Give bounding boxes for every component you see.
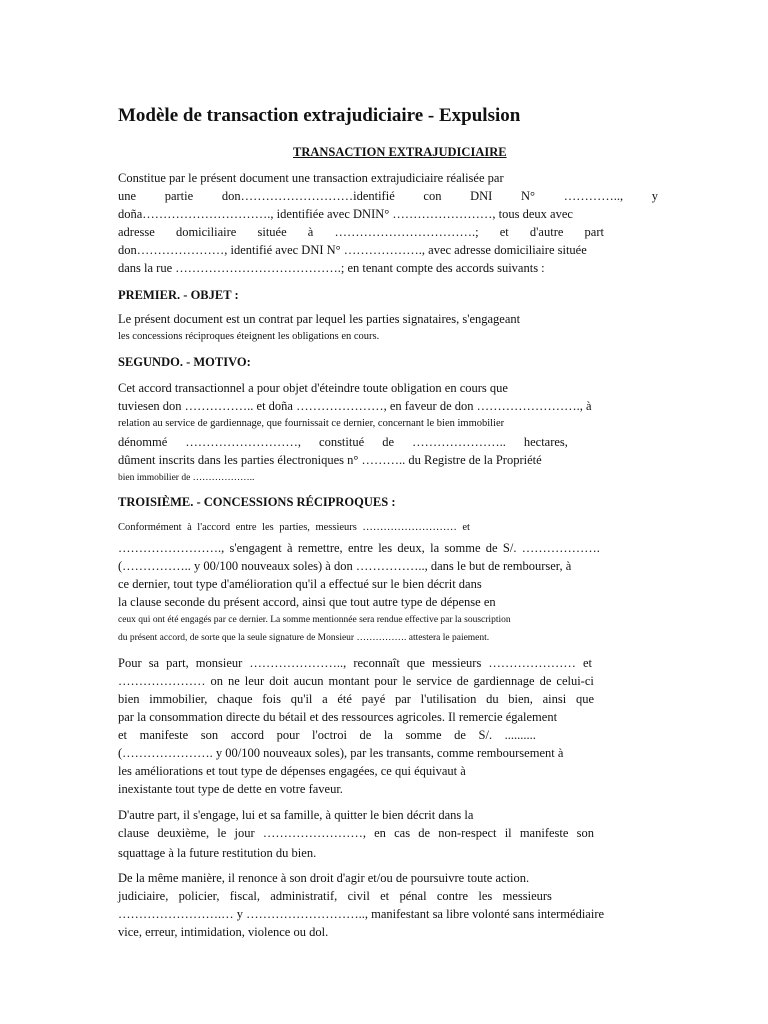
word: ………………………, [185, 435, 301, 449]
word: à [287, 541, 293, 555]
word: chaque [217, 692, 253, 706]
word: ………………… [118, 674, 206, 688]
word: part [584, 225, 604, 239]
word: les [262, 522, 274, 533]
word: fois [262, 692, 281, 706]
word: s'engagent [229, 541, 282, 555]
word: ……………………, [262, 826, 366, 840]
word: messieurs [432, 656, 482, 670]
word: hectares, [523, 435, 568, 449]
word: les [478, 889, 493, 903]
section-3-p4-line-4: vice, erreur, intimidation, violence ou dol. [118, 925, 329, 939]
word: messieurs [502, 889, 552, 903]
word: par [394, 692, 411, 706]
word: ainsi [542, 692, 567, 706]
word: policier, [178, 889, 220, 903]
section-3-p1-line-6: ceux qui ont été engagés par ce dernier. La somme mentionnée sera rendue effective par la souscription [118, 615, 511, 625]
section-1-heading: PREMIER. - OBJET : [118, 288, 239, 302]
word: de [454, 728, 466, 742]
word: a [322, 692, 328, 706]
section-3-p4-line-2 [118, 888, 552, 904]
intro-line-3: doña…………………………., identifiée avec DNIN° ……………………, tous deux avec [118, 207, 573, 221]
word: cas [394, 826, 411, 840]
word: accord [230, 728, 264, 742]
word: d'autre [529, 225, 564, 239]
word: pour [374, 674, 398, 688]
word: part, [166, 656, 189, 670]
section-3-p4-line-3: …………………….… y ……………………….., manifestant sa libre volonté sans intermédiaire [118, 907, 605, 921]
intro-line-1: Constitue par le présent document une transaction extrajudiciaire réalisée par [118, 171, 504, 185]
word: qu'il [290, 692, 313, 706]
section-3-heading: TROISIÈME. - CONCESSIONS RÉCIPROQUES : [118, 495, 396, 509]
word: aucun [293, 674, 324, 688]
word: on [210, 674, 223, 688]
word: Pour [118, 656, 142, 670]
word: le [217, 826, 227, 840]
word: doit [269, 674, 289, 688]
section-3-p2-line-7: les améliorations et tout type de dépenses engagées, ce qui équivaut à [118, 764, 466, 778]
word: gardiennage [473, 674, 535, 688]
word: et [499, 225, 509, 239]
word: et [118, 728, 128, 742]
word: manifeste [139, 728, 189, 742]
word: pour [276, 728, 300, 742]
word: son [576, 826, 594, 840]
word: la [383, 728, 393, 742]
section-3-p2-line-4: par la consommation directe du bétail et des ressources agricoles. Il remercie également [118, 710, 558, 724]
section-3-p3-line-3: squattage à la future restitution du bien. [118, 846, 317, 860]
word: service [416, 674, 452, 688]
word: fiscal, [229, 889, 260, 903]
section-3-p1-line-4: ce dernier, tout type d'amélioration qu'il a effectué sur le bien décrit dans [118, 577, 482, 591]
word: que [406, 656, 425, 670]
word: ……………………… [362, 522, 457, 533]
section-2-line-5: dûment inscrits dans les parties électroniques n° ……….. du Registre de la Propriété [118, 453, 542, 467]
word: entre [347, 541, 373, 555]
section-2-line-3: relation au service de gardiennage, que fournissait ce dernier, concernant le bien immobilier [118, 418, 505, 429]
word: et [462, 522, 470, 533]
word: N° [521, 189, 536, 203]
word: judiciaire, [118, 889, 169, 903]
word: l'utilisation [420, 692, 477, 706]
word: partie [164, 189, 194, 203]
word: civil [347, 889, 370, 903]
word: les [378, 541, 393, 555]
word: sa [148, 656, 160, 670]
intro-line-5: don…………………, identifié avec DNI N° ………………., avec adresse domiciliaire située [118, 243, 587, 257]
word: son [200, 728, 219, 742]
word: à [187, 522, 192, 533]
intro-line-4 [118, 224, 604, 240]
word: …………………………….; [334, 225, 479, 239]
word: pénal [399, 889, 427, 903]
word: jour [234, 826, 255, 840]
word: somme [405, 728, 442, 742]
section-3-p2-line-5 [118, 727, 536, 743]
word: clause [118, 826, 150, 840]
word: parties, [279, 522, 310, 533]
section-3-p2-line-1 [118, 655, 592, 671]
word: dénommé [118, 435, 168, 449]
word: S/. [502, 541, 517, 555]
section-2-line-6: bien immobilier de ……………….. [118, 473, 255, 483]
word: l'accord [197, 522, 231, 533]
word: contre [436, 889, 469, 903]
section-3-p2-line-3 [118, 691, 594, 707]
word: .......... [504, 728, 536, 742]
word: ne [227, 674, 240, 688]
word: remettre, [297, 541, 343, 555]
section-3-p3-line-2 [118, 825, 594, 841]
word: celui-ci [556, 674, 594, 688]
section-3-p1-line-1 [118, 520, 470, 536]
word: don………………………identifié [221, 189, 395, 203]
word: de [418, 826, 431, 840]
section-1-line-1: Le présent document est un contrat par lequel les parties signataires, s'engageant [118, 312, 521, 326]
word: en [374, 826, 386, 840]
section-1-line-2: les concessions réciproques éteignent les obligations en cours. [118, 331, 380, 342]
word: ………………….., [249, 656, 347, 670]
word: adresse [118, 225, 155, 239]
word: S/. [478, 728, 493, 742]
section-3-p3-line-1: D'autre part, il s'engage, lui et sa famille, à quitter le bien décrit dans la [118, 808, 474, 822]
section-3-p1-line-7: du présent accord, de sorte que la seule signature de Monsieur ……………. attestera le paiement. [118, 633, 490, 643]
word: l'octroi [312, 728, 347, 742]
word: monsieur [195, 656, 243, 670]
word: ………………….. [412, 435, 506, 449]
word: y [651, 189, 658, 203]
word: située [257, 225, 287, 239]
section-3-p1-line-3: (…………….. y 00/100 nouveaux soles) à don …………….., dans le but de rembourser, à [118, 559, 572, 573]
word: con [423, 189, 442, 203]
word: domiciliaire [175, 225, 237, 239]
section-3-p4-line-1: De la même manière, il renonce à son droit d'agir et/ou de poursuivre toute action. [118, 871, 530, 885]
section-2-line-2: tuviesen don …………….. et doña …………………, en faveur de don ……………………., à [118, 399, 592, 413]
word: constitué [319, 435, 365, 449]
word: messieurs [315, 522, 357, 533]
word: du [486, 692, 499, 706]
word: manifeste [519, 826, 569, 840]
word: somme [444, 541, 481, 555]
section-2-heading: SEGUNDO. - MOTIVO: [118, 355, 251, 369]
section-2-line-1: Cet accord transactionnel a pour objet d'éteindre toute obligation en cours que [118, 381, 508, 395]
word: de [456, 674, 469, 688]
section-3-p2-line-8: inexistante tout type de dette en votre faveur. [118, 782, 343, 796]
section-3-p2-line-2 [118, 673, 594, 689]
word: et [380, 889, 390, 903]
word: le [402, 674, 412, 688]
word: leur [244, 674, 265, 688]
word: à [307, 225, 314, 239]
word: et [582, 656, 592, 670]
word: payé [361, 692, 386, 706]
word: deuxième, [157, 826, 210, 840]
word: de [382, 435, 395, 449]
word: bien, [508, 692, 533, 706]
word: il [504, 826, 512, 840]
word: ………….., [563, 189, 624, 203]
word: immobilier, [149, 692, 208, 706]
word: entre [235, 522, 257, 533]
word: DNI [470, 189, 493, 203]
word: reconnaît [353, 656, 400, 670]
section-3-p2-line-6: (…………………. y 00/100 nouveaux soles), par les transants, comme remboursement à [118, 746, 564, 760]
section-3-p1-line-5: la clause seconde du présent accord, ainsi que tout autre type de dépense en [118, 595, 496, 609]
word: deux, [397, 541, 425, 555]
intro-line-6: dans la rue ………………………………….; en tenant compte des accords suivants : [118, 261, 545, 275]
word: non-respect [438, 826, 497, 840]
word: ……………………., [118, 541, 225, 555]
document-title: Modèle de transaction extrajudiciaire - Expulsion [118, 105, 521, 126]
word: Conformément [118, 522, 182, 533]
word: de [485, 541, 498, 555]
word: une [118, 189, 137, 203]
word: de [539, 674, 552, 688]
word: administratif, [270, 889, 338, 903]
word: de [359, 728, 372, 742]
document-subtitle: TRANSACTION EXTRAJUDICIAIRE [293, 145, 507, 159]
word: ………………… [488, 656, 576, 670]
word: ………………. [521, 541, 600, 555]
word: que [575, 692, 594, 706]
word: la [430, 541, 440, 555]
word: été [337, 692, 352, 706]
word: bien [118, 692, 140, 706]
intro-line-2 [118, 188, 658, 204]
word: montant [328, 674, 370, 688]
section-2-line-4 [118, 434, 568, 450]
section-3-p1-line-2 [118, 540, 600, 556]
